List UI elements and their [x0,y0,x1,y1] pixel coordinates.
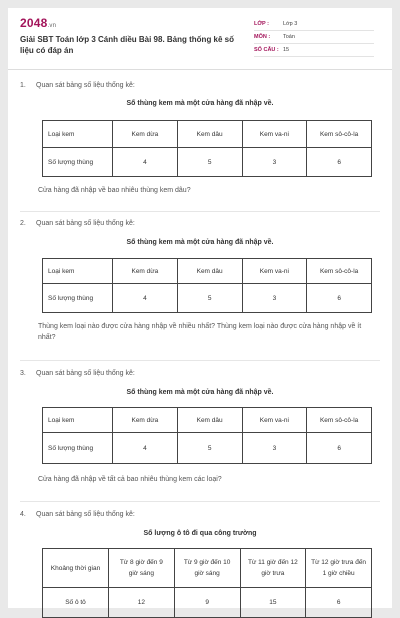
table-caption: Số thùng kem mà một cửa hàng đã nhập về. [126,239,274,246]
table-caption: Số lượng ô tô đi qua công trường [143,530,257,537]
question-prompt: 1. Quan sát bảng số liệu thống kê: [20,82,135,89]
table-cell: Số lượng thùng [43,148,113,177]
table-cell: Từ 8 giờ đến 9 giờ sáng [109,549,175,588]
site-logo[interactable]: 2048.vn [20,16,57,30]
meta-value: 15 [283,47,290,53]
table-cell: Kem sô-cô-la [307,259,372,284]
question-text: Thùng kem loại nào được cửa hàng nhập về nhiều nhất? Thùng kem loại nào được cửa hàng nhập về ít nhất? [38,323,362,341]
data-table [42,548,372,618]
question-text: Cửa hàng đã nhập về bao nhiêu thùng kem dâu? [38,187,191,194]
table-cell: 9 [174,588,240,618]
table-cell: 3 [242,148,307,177]
table-cell: 5 [177,284,242,313]
table-cell: 4 [113,148,178,177]
meta-row-grade [254,18,374,31]
table-row [43,549,372,588]
table-row [43,408,372,433]
table-cell: 6 [307,284,372,313]
question-3 [20,370,380,377]
meta-value: Lớp 3 [283,21,298,27]
table-cell: Từ 11 giờ đến 12 giờ trưa [240,549,306,588]
table-cell: 4 [113,284,178,313]
table-cell: Khoảng thời gian [43,549,109,588]
question-prompt: 3. Quan sát bảng số liệu thống kê: [20,370,135,377]
table-cell: Loại kem [43,121,113,148]
document-page [8,8,392,608]
table-cell: Loại kem [43,408,113,433]
divider [20,360,380,361]
question-2 [20,220,380,227]
meta-key: SỐ CÂU : [254,47,279,53]
divider [20,211,380,212]
data-table [42,407,372,464]
meta-row-subject [254,31,374,44]
table-cell: Kem sô-cô-la [307,121,372,148]
question-4 [20,511,380,518]
table-cell: Số lượng thùng [43,433,113,464]
table-cell: 6 [307,433,372,464]
table-cell: Kem dừa [113,259,178,284]
table-cell: Số ô tô [43,588,109,618]
table-cell: 6 [307,148,372,177]
document-title: Giải SBT Toán lớp 3 Cánh diều Bài 98. Bảng thống kê số liệu có đáp án [20,35,235,55]
table-cell: Từ 12 giờ trưa đến 1 giờ chiều [306,549,372,588]
meta-row-question-count [254,44,374,57]
table-cell: Số lượng thùng [43,284,113,313]
table-cell: Loại kem [43,259,113,284]
table-cell: Kem va-ni [242,259,307,284]
table-cell: Kem dừa [113,121,178,148]
table-caption: Số thùng kem mà một cửa hàng đã nhập về. [126,389,274,396]
question-prompt: 2. Quan sát bảng số liệu thống kê: [20,220,135,227]
table-row [43,588,372,618]
data-table [42,258,372,313]
table-row [43,259,372,284]
page-header [8,8,392,70]
question-text: Cửa hàng đã nhập về tất cả bao nhiêu thùng kem các loại? [38,476,222,483]
table-cell: 3 [242,433,307,464]
document-meta [254,18,374,57]
meta-key: LỚP : [254,21,269,27]
table-cell: Kem va-ni [242,121,307,148]
divider [20,501,380,502]
table-cell: 5 [177,433,242,464]
table-row [43,121,372,148]
table-cell: 3 [242,284,307,313]
question-1 [20,82,380,89]
table-cell: 12 [109,588,175,618]
table-cell: 15 [240,588,306,618]
table-cell: 4 [113,433,178,464]
question-prompt: 4. Quan sát bảng số liệu thống kê: [20,511,135,518]
table-cell: Kem dâu [177,259,242,284]
table-row [43,148,372,177]
meta-value: Toán [283,34,295,40]
table-cell: Kem va-ni [242,408,307,433]
table-caption: Số thùng kem mà một cửa hàng đã nhập về. [126,100,274,107]
table-cell: 5 [177,148,242,177]
table-cell: 6 [306,588,372,618]
table-row [43,433,372,464]
table-cell: Kem dâu [177,121,242,148]
table-cell: Kem sô-cô-la [307,408,372,433]
table-cell: Kem dâu [177,408,242,433]
table-row [43,284,372,313]
table-cell: Từ 9 giờ đến 10 giờ sáng [174,549,240,588]
data-table [42,120,372,177]
table-cell: Kem dừa [113,408,178,433]
meta-key: MÔN : [254,34,271,40]
